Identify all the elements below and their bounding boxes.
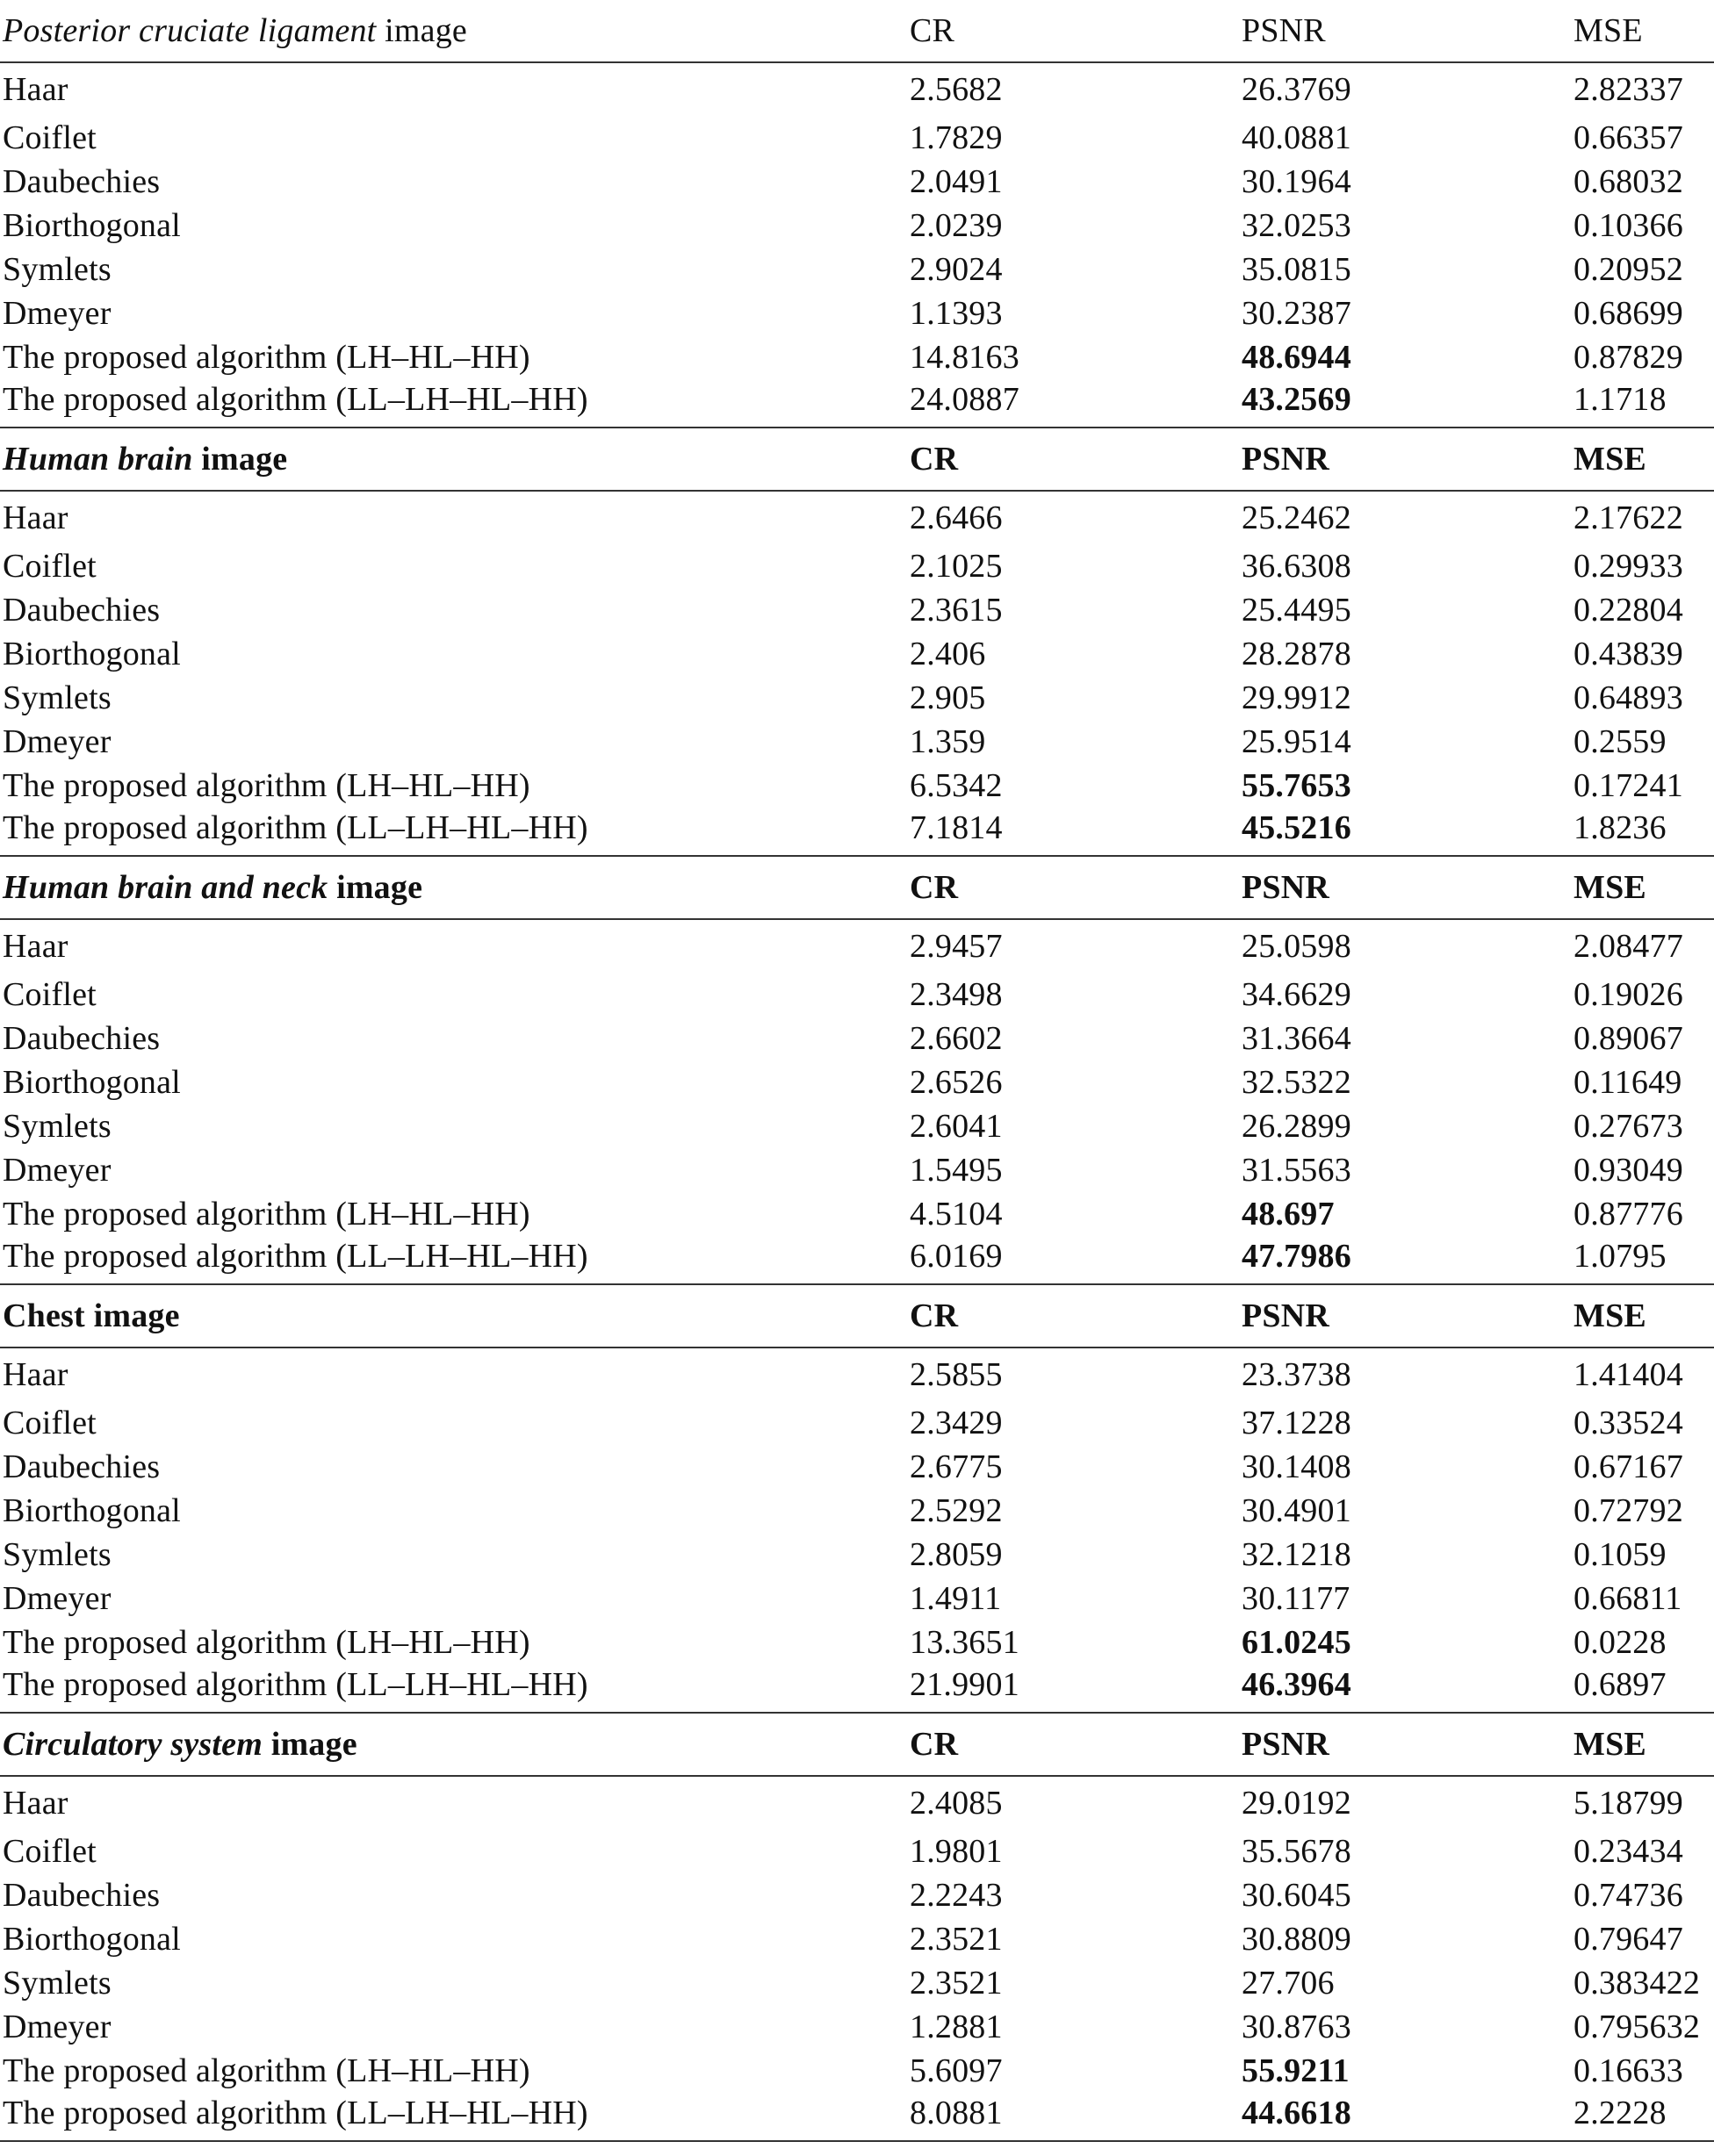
mse-value: 0.27673 (1574, 1108, 1683, 1145)
psnr-value: 25.9514 (1242, 723, 1351, 760)
mse-value: 0.29933 (1574, 548, 1683, 585)
column-header-psnr: PSNR (1242, 856, 1574, 919)
psnr-value: 25.4495 (1242, 592, 1351, 629)
mse-value: 0.6897 (1574, 1664, 1714, 1713)
section-title-emphasis: Human brain and neck (3, 869, 328, 906)
mse-value: 0.68699 (1574, 295, 1683, 332)
cr-value: 2.6526 (910, 1064, 1003, 1101)
column-header-psnr: PSNR (1242, 0, 1574, 62)
mse-value: 2.17622 (1574, 499, 1683, 536)
section-title (0, 1713, 910, 1776)
psnr-value: 27.706 (1242, 1965, 1335, 2001)
cr-value: 2.9457 (910, 928, 1003, 965)
psnr-value-best: 45.5216 (1242, 808, 1574, 856)
cr-value: 2.5855 (910, 1356, 1003, 1393)
method-name: The proposed algorithm (LL–LH–HL–HH) (0, 2093, 910, 2141)
cr-value: 2.2243 (910, 1877, 1003, 1914)
table-row (0, 2005, 1714, 2049)
method-name: The proposed algorithm (LH–HL–HH) (3, 2052, 530, 2089)
mse-value: 0.43839 (1574, 636, 1683, 672)
mse-value: 0.66357 (1574, 119, 1683, 156)
psnr-value: 40.0881 (1242, 119, 1351, 156)
mse-value: 0.64893 (1574, 679, 1683, 716)
psnr-value: 25.0598 (1242, 928, 1351, 965)
psnr-value: 37.1228 (1242, 1405, 1351, 1441)
table-row (0, 2093, 1714, 2141)
psnr-value: 30.1964 (1242, 163, 1351, 200)
psnr-value: 30.6045 (1242, 1877, 1351, 1914)
method-name: Dmeyer (3, 723, 112, 760)
cr-value: 2.3429 (910, 1405, 1003, 1441)
mse-value: 2.08477 (1574, 928, 1683, 965)
method-name: Haar (3, 499, 68, 536)
method-name: Symlets (3, 1108, 112, 1145)
table-row (0, 1489, 1714, 1533)
mse-value: 1.0795 (1574, 1236, 1714, 1284)
cr-value: 2.1025 (910, 548, 1003, 585)
table-row (0, 1060, 1714, 1104)
psnr-value: 30.8809 (1242, 1921, 1351, 1958)
mse-value: 0.0228 (1574, 1624, 1667, 1661)
column-header-mse: MSE (1574, 856, 1714, 919)
column-header-psnr: PSNR (1242, 428, 1574, 491)
psnr-value: 25.2462 (1242, 499, 1351, 536)
method-name: The proposed algorithm (LL–LH–HL–HH) (0, 1664, 910, 1713)
table-row (0, 1401, 1714, 1445)
cr-value: 1.9801 (910, 1833, 1003, 1870)
section-title-suffix: image (376, 12, 468, 49)
column-header-mse: MSE (1574, 428, 1714, 491)
method-name: Haar (3, 71, 68, 108)
cr-value: 2.0491 (910, 163, 1003, 200)
table-row (0, 1192, 1714, 1236)
section-title-suffix: image (192, 441, 288, 478)
mse-value: 0.68032 (1574, 163, 1683, 200)
column-header-cr: CR (910, 428, 1242, 491)
section-title-emphasis: Posterior cruciate ligament (3, 12, 377, 49)
table-row (0, 160, 1714, 204)
method-name: Daubechies (3, 1877, 161, 1914)
cr-value: 6.5342 (910, 767, 1003, 804)
method-name: Symlets (3, 1536, 112, 1573)
method-name: Coiflet (3, 976, 97, 1013)
psnr-value: 26.2899 (1242, 1108, 1351, 1145)
table-row (0, 1664, 1714, 1713)
table-row (0, 544, 1714, 588)
psnr-value: 29.9912 (1242, 679, 1351, 716)
psnr-value-best: 43.2569 (1242, 379, 1574, 428)
section-header-row (0, 428, 1714, 491)
psnr-value: 23.3738 (1242, 1356, 1351, 1393)
psnr-value: 35.5678 (1242, 1833, 1351, 1870)
cr-value: 14.8163 (910, 339, 1019, 376)
method-name: Daubechies (3, 163, 161, 200)
table-row (0, 1533, 1714, 1577)
cr-value: 5.6097 (910, 2052, 1003, 2089)
method-name: Haar (3, 1356, 68, 1393)
psnr-value-best: 55.7653 (1242, 767, 1351, 804)
section-title-emphasis: Human brain (3, 441, 193, 478)
psnr-value-best: 47.7986 (1242, 1236, 1574, 1284)
cr-value: 1.359 (910, 723, 986, 760)
table-row (0, 1348, 1714, 1401)
psnr-value-best: 55.9211 (1242, 2052, 1350, 2089)
table-row (0, 1017, 1714, 1060)
psnr-value: 34.6629 (1242, 976, 1351, 1013)
cr-value: 2.3521 (910, 1965, 1003, 2001)
mse-value: 0.795632 (1574, 2009, 1701, 2045)
method-name: The proposed algorithm (LH–HL–HH) (3, 339, 530, 376)
cr-value: 21.9901 (910, 1664, 1242, 1713)
table-row (0, 973, 1714, 1017)
psnr-value: 28.2878 (1242, 636, 1351, 672)
cr-value: 1.5495 (910, 1152, 1003, 1189)
method-name: Daubechies (3, 592, 161, 629)
table-row (0, 720, 1714, 764)
cr-value: 2.3498 (910, 976, 1003, 1013)
cr-value: 2.406 (910, 636, 986, 672)
table-row (0, 1445, 1714, 1489)
mse-value: 0.87776 (1574, 1196, 1683, 1233)
table-row (0, 1621, 1714, 1664)
table-row (0, 379, 1714, 428)
method-name: Symlets (3, 679, 112, 716)
mse-value: 1.41404 (1574, 1356, 1683, 1393)
table-row (0, 2049, 1714, 2093)
table-row (0, 676, 1714, 720)
cr-value: 24.0887 (910, 379, 1242, 428)
psnr-value-best: 46.3964 (1242, 1664, 1574, 1713)
method-name: Daubechies (3, 1020, 161, 1057)
psnr-value-best: 44.6618 (1242, 2093, 1574, 2141)
cr-value: 4.5104 (910, 1196, 1003, 1233)
mse-value: 0.22804 (1574, 592, 1683, 629)
mse-value: 0.19026 (1574, 976, 1683, 1013)
method-name: The proposed algorithm (LH–HL–HH) (3, 1624, 530, 1661)
section-header-row (0, 856, 1714, 919)
section-title-suffix: image (328, 869, 423, 906)
method-name: Dmeyer (3, 2009, 112, 2045)
cr-value: 2.6041 (910, 1108, 1003, 1145)
psnr-value: 32.5322 (1242, 1064, 1351, 1101)
psnr-value: 35.0815 (1242, 251, 1351, 288)
mse-value: 1.1718 (1574, 379, 1714, 428)
method-name: Dmeyer (3, 295, 112, 332)
section-circulatory-system (0, 1713, 1714, 2141)
section-title-suffix: Chest image (3, 1297, 180, 1334)
method-name: Daubechies (3, 1448, 161, 1485)
psnr-value: 31.3664 (1242, 1020, 1351, 1057)
table-row (0, 1776, 1714, 1829)
cr-value: 2.6775 (910, 1448, 1003, 1485)
psnr-value: 32.1218 (1242, 1536, 1351, 1573)
method-name: Haar (3, 928, 68, 965)
method-name: Coiflet (3, 548, 97, 585)
table-row (0, 1236, 1714, 1284)
table-row (0, 764, 1714, 808)
method-name: Biorthogonal (3, 1921, 181, 1958)
table-row (0, 919, 1714, 973)
cr-value: 2.3615 (910, 592, 1003, 629)
cr-value: 2.9024 (910, 251, 1003, 288)
psnr-value: 36.6308 (1242, 548, 1351, 585)
cr-value: 2.6602 (910, 1020, 1003, 1057)
cr-value: 2.8059 (910, 1536, 1003, 1573)
mse-value: 0.93049 (1574, 1152, 1683, 1189)
method-name: Biorthogonal (3, 1492, 181, 1529)
method-name: Dmeyer (3, 1152, 112, 1189)
table-row (0, 1104, 1714, 1148)
column-header-cr: CR (910, 1284, 1242, 1348)
section-posterior-cruciate-ligament (0, 0, 1714, 428)
cr-value: 1.7829 (910, 119, 1003, 156)
table-row (0, 588, 1714, 632)
column-header-mse: MSE (1574, 1284, 1714, 1348)
section-title-emphasis: Circulatory system (3, 1726, 263, 1763)
mse-value: 2.82337 (1574, 71, 1683, 108)
mse-value: 0.72792 (1574, 1492, 1683, 1529)
cr-value: 8.0881 (910, 2093, 1242, 2141)
psnr-value: 29.0192 (1242, 1785, 1351, 1822)
section-title-suffix: image (263, 1726, 357, 1763)
method-name: The proposed algorithm (LL–LH–HL–HH) (0, 379, 910, 428)
table-row (0, 248, 1714, 291)
column-header-cr: CR (910, 856, 1242, 919)
table-row (0, 632, 1714, 676)
mse-value: 0.10366 (1574, 207, 1683, 244)
psnr-value-best: 48.6944 (1242, 339, 1351, 376)
table-row (0, 1873, 1714, 1917)
mse-value: 0.89067 (1574, 1020, 1683, 1057)
table-row (0, 491, 1714, 544)
column-header-psnr: PSNR (1242, 1713, 1574, 1776)
method-name: Coiflet (3, 119, 97, 156)
mse-value: 0.11649 (1574, 1064, 1682, 1101)
method-name: Haar (3, 1785, 68, 1822)
cr-value: 2.5682 (910, 71, 1003, 108)
method-name: Biorthogonal (3, 207, 181, 244)
psnr-value: 32.0253 (1242, 207, 1351, 244)
column-header-mse: MSE (1574, 0, 1714, 62)
mse-value: 0.16633 (1574, 2052, 1683, 2089)
method-name: The proposed algorithm (LH–HL–HH) (3, 767, 530, 804)
mse-value: 0.20952 (1574, 251, 1683, 288)
section-human-brain (0, 428, 1714, 856)
section-chest (0, 1284, 1714, 1713)
column-header-psnr: PSNR (1242, 1284, 1574, 1348)
method-name: Coiflet (3, 1833, 97, 1870)
psnr-value: 31.5563 (1242, 1152, 1351, 1189)
mse-value: 0.33524 (1574, 1405, 1683, 1441)
cr-value: 1.1393 (910, 295, 1003, 332)
table-row (0, 291, 1714, 335)
mse-value: 0.17241 (1574, 767, 1683, 804)
cr-value: 7.1814 (910, 808, 1242, 856)
section-human-brain-and-neck (0, 856, 1714, 1284)
mse-value: 1.8236 (1574, 808, 1714, 856)
cr-value: 13.3651 (910, 1624, 1019, 1661)
method-name: Biorthogonal (3, 1064, 181, 1101)
table-row (0, 808, 1714, 856)
psnr-value: 26.3769 (1242, 71, 1351, 108)
method-name: Symlets (3, 251, 112, 288)
method-name: The proposed algorithm (LH–HL–HH) (3, 1196, 530, 1233)
section-title (0, 0, 910, 62)
section-title (0, 856, 910, 919)
cr-value: 1.2881 (910, 2009, 1003, 2045)
mse-value: 0.383422 (1574, 1965, 1701, 2001)
column-header-cr: CR (910, 1713, 1242, 1776)
method-name: Symlets (3, 1965, 112, 2001)
column-header-cr: CR (910, 0, 1242, 62)
mse-value: 0.74736 (1574, 1877, 1683, 1914)
psnr-value: 30.1408 (1242, 1448, 1351, 1485)
section-header-row (0, 1713, 1714, 1776)
section-header-row (0, 1284, 1714, 1348)
method-name: The proposed algorithm (LL–LH–HL–HH) (0, 808, 910, 856)
mse-value: 0.87829 (1574, 339, 1683, 376)
mse-value: 0.2559 (1574, 723, 1667, 760)
mse-value: 5.18799 (1574, 1785, 1683, 1822)
cr-value: 2.5292 (910, 1492, 1003, 1529)
cr-value: 2.6466 (910, 499, 1003, 536)
psnr-value: 30.8763 (1242, 2009, 1351, 2045)
method-name: Coiflet (3, 1405, 97, 1441)
psnr-value-best: 48.697 (1242, 1196, 1335, 1233)
psnr-value: 30.1177 (1242, 1580, 1350, 1617)
mse-value: 0.66811 (1574, 1580, 1682, 1617)
cr-value: 2.3521 (910, 1921, 1003, 1958)
table-row (0, 335, 1714, 379)
psnr-value: 30.4901 (1242, 1492, 1351, 1529)
table-row (0, 62, 1714, 116)
cr-value: 1.4911 (910, 1580, 1002, 1617)
table-row (0, 1961, 1714, 2005)
section-title (0, 428, 910, 491)
cr-value: 6.0169 (910, 1236, 1242, 1284)
mse-value: 0.67167 (1574, 1448, 1683, 1485)
table-row (0, 204, 1714, 248)
mse-value: 0.1059 (1574, 1536, 1667, 1573)
cr-value: 2.0239 (910, 207, 1003, 244)
method-name: Biorthogonal (3, 636, 181, 672)
mse-value: 2.2228 (1574, 2093, 1714, 2141)
section-title (0, 1284, 910, 1348)
section-header-row (0, 0, 1714, 62)
method-name: Dmeyer (3, 1580, 112, 1617)
table-row (0, 1829, 1714, 1873)
cr-value: 2.905 (910, 679, 986, 716)
table-row (0, 1917, 1714, 1961)
psnr-value: 30.2387 (1242, 295, 1351, 332)
mse-value: 0.23434 (1574, 1833, 1683, 1870)
cr-value: 2.4085 (910, 1785, 1003, 1822)
mse-value: 0.79647 (1574, 1921, 1683, 1958)
column-header-mse: MSE (1574, 1713, 1714, 1776)
method-name: The proposed algorithm (LL–LH–HL–HH) (0, 1236, 910, 1284)
table-row (0, 1148, 1714, 1192)
table-row (0, 116, 1714, 160)
table-row (0, 1577, 1714, 1621)
psnr-value-best: 61.0245 (1242, 1624, 1351, 1661)
